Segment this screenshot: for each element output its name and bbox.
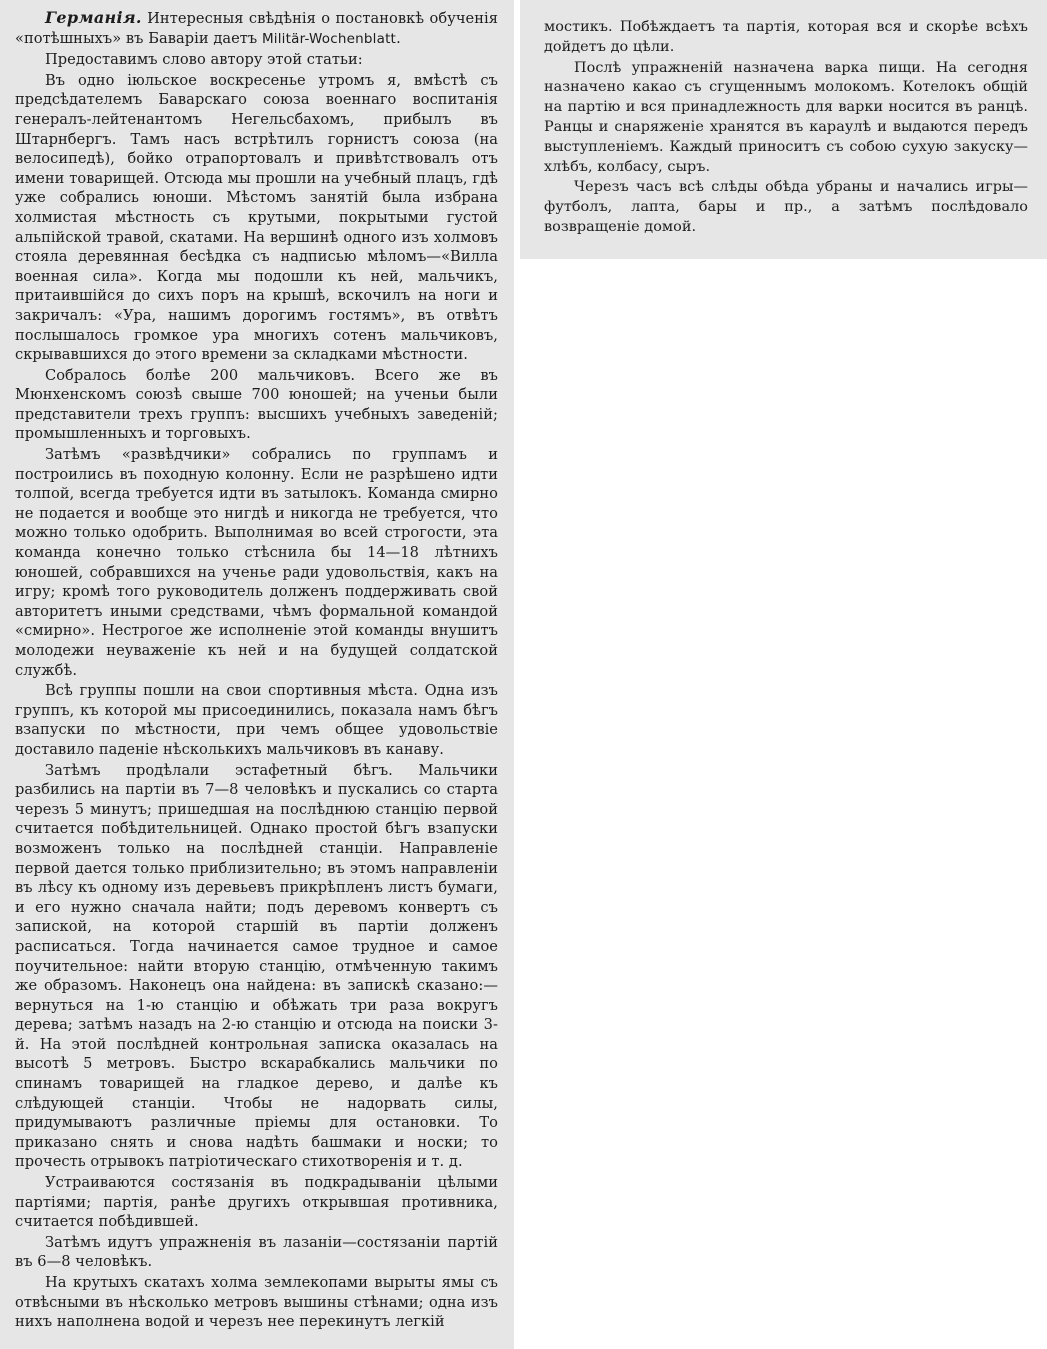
paragraph: Затѣмъ идутъ упражненія въ лазаніи—состязаніи партій въ 6—8 человѣкъ. xyxy=(15,1233,498,1271)
section-title: Германія. xyxy=(45,8,142,27)
intro-text-end: . xyxy=(396,29,401,47)
paragraph: Затѣмъ «развѣдчики» собрались по группамъ и построились въ походную колонну. Если не разрѣшено идти толпой, всегда требуется идти въ затылокъ. Команда смирно не подается и вообще это нигдѣ и никогда не требуется, что можно только одобрить. Выполнимая во всей строгости, эта команда конечно только стѣснила бы 14—18 лѣтнихъ юношей, собравшихся на ученье ради удовольствія, какъ на игру; кромѣ того руководитель долженъ поддерживать свой авторитетъ иными средствами, чѣмъ формальной командой «смирно». Нестрогое же исполненіе этой команды внушитъ молодежи неуваженіе къ ней и на будущей солдатской службѣ. xyxy=(15,446,498,679)
paragraph: Собралось болѣе 200 мальчиковъ. Всего же въ Мюнхенскомъ союзѣ свыше 700 юношей; на ученьи были представители трехъ группъ: высшихъ учебныхъ заведеній; промышленныхъ и торговыхъ. xyxy=(15,366,498,443)
intro-paragraph xyxy=(15,8,498,49)
left-column xyxy=(0,0,514,1349)
paragraph: Предоставимъ слово автору этой статьи: xyxy=(45,51,363,69)
paragraph: На крутыхъ скатахъ холма землекопами вырыты ямы съ отвѣсными въ нѣсколько метровъ вышины стѣнами; одна изъ нихъ наполнена водой и черезъ нее перекинутъ легкій xyxy=(15,1274,498,1331)
paragraph: Въ одно іюльское воскресенье утромъ я, вмѣстѣ съ предсѣдателемъ Баварскаго союза военнаго воспитанія генералъ-лейтенантомъ Негельсбахомъ, прибылъ въ Штарнбергъ. Тамъ насъ встрѣтилъ горнистъ союза (на велосипедѣ), бойко отрапортовалъ и привѣтствовалъ отъ имени товарищей. Отсюда мы прошли на учебный плацъ, гдѣ уже собрались юноши. Мѣстомъ занятій была избрана холмистая мѣстность съ крутыми, покрытыми густой альпійской травой, скатами. На вершинѣ одного изъ холмовъ стояла деревянная бесѣдка съ надписью мѣломъ—«Вилла военная сила». Когда мы подошли къ ней, мальчикъ, притаившійся до сихъ поръ на крышѣ, вскочилъ на ноги и закричалъ: «Ура, нашимъ дорогимъ гостямъ», въ отвѣтъ послышалось громкое ура многихъ сотенъ мальчиковъ, скрывавшихся до этого времени за складками мѣстности. xyxy=(15,71,498,364)
intro-text: Интересныя свѣдѣнія о постановкѣ обученія «потѣшныхъ» въ Баваріи даетъ xyxy=(15,10,498,47)
journal-name: Militär-Wochenblatt xyxy=(261,30,397,47)
paragraph: Всѣ группы пошли на свои спортивныя мѣста. Одна изъ группъ, къ которой мы присоединились, показала намъ бѣгъ взапуски по мѣстности, при чемъ общее удовольствіе доставило паденіе нѣсколькихъ мальчиковъ въ канаву. xyxy=(15,682,498,758)
paragraph: Затѣмъ продѣлали эстафетный бѣгъ. Мальчики разбились на партіи въ 7—8 человѣкъ и пускались со старта черезъ 5 минутъ; пришедшая на послѣднюю станцію первой считается побѣдительницей. Однако простой бѣгъ взапуски возможенъ только на послѣдней станціи. Направленіе первой дается только приблизительно; въ этомъ направленіи въ лѣсу къ одному изъ деревьевъ прикрѣпленъ листъ бумаги, и его нужно сначала найти; подъ деревомъ конвертъ съ запиской, на которой старшій въ партіи долженъ расписаться. Тогда начинается самое трудное и самое поучительное: найти вторую станцію, отмѣченную такимъ же образомъ. Наконецъ она найдена: въ запискѣ сказано:—вернуться на 1-ю станцію и обѣжать три раза вокругъ дерева; затѣмъ назадъ на 2-ю станцію и отсюда на поиски 3-й. На этой послѣдней контрольная записка оказалась на высотѣ 5 метровъ. Быстро вскарабкались мальчики по спинамъ товарищей на гладкое дерево, и далѣе къ слѣдующей станціи. Чтобы не надорвать силы, придумываютъ различные пріемы для остановки. То приказано снять и снова надѣть башмаки и носки; то прочесть отрывокъ патріотическаго стихотворенія и т. д. xyxy=(15,761,498,1171)
paragraph: Послѣ упражненій назначена варка пищи. На сегодня назначено какао съ сгущеннымъ молокомъ. Котелокъ общій на партію и вся принадлежность для варки носится въ ранцѣ. Ранцы и снаряженіе хранятся въ караулѣ и выдаются передъ выступленіемъ. Каждый приноситъ съ собою сухую закуску—хлѣбъ, колбасу, сыръ. xyxy=(544,59,1028,175)
paragraph: Устраиваются состязанія въ подкрадываніи цѣлыми партіями; партія, ранѣе другихъ открывшая противника, считается побѣдившей. xyxy=(15,1174,498,1231)
right-column xyxy=(520,0,1047,259)
continued-paragraph: мостикъ. Побѣждаетъ та партія, которая вся и скорѣе всѣхъ дойдетъ до цѣли. xyxy=(544,19,1028,55)
paragraph: Черезъ часъ всѣ слѣды обѣда убраны и начались игры—футболъ, лапта, бары и пр., а затѣмъ послѣдовало возвращеніе домой. xyxy=(544,179,1028,235)
